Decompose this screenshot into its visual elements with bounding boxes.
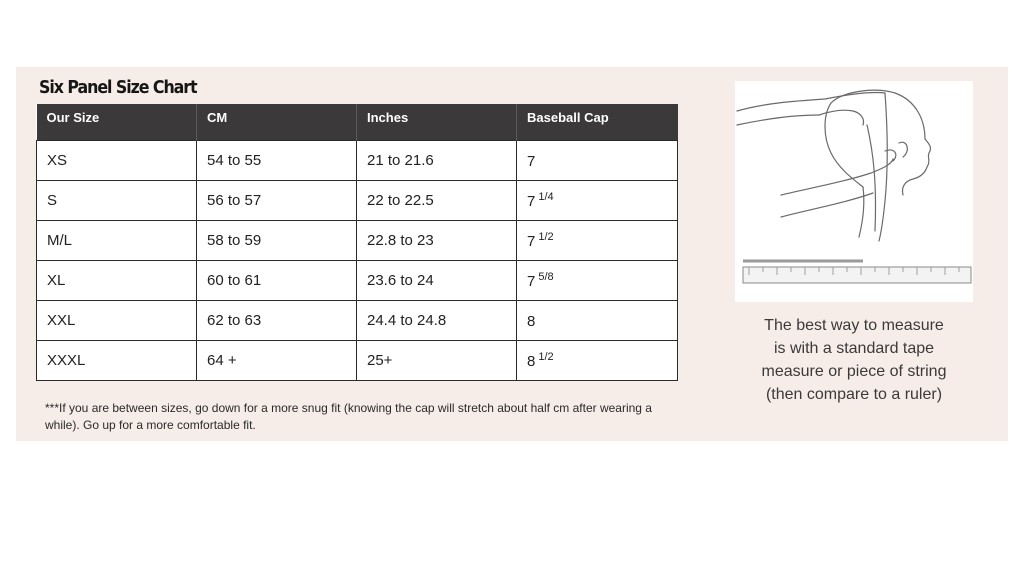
sizing-footnote: ***If you are between sizes, go down for a more snug fit (knowing the cap will stretch about half cm after wearing a while). Go up for a more comfortable fit. [45,401,652,432]
cap-whole: 7 [527,192,536,210]
size-chart-panel [16,67,1008,441]
cell-cm: 58 to 59 [197,220,357,260]
measure-caption [728,314,980,406]
cell-inches: 23.6 to 24 [357,260,517,300]
cell-size: XXL [37,300,197,340]
cell-size: S [37,180,197,220]
header-baseball-cap: Baseball Cap [517,104,678,140]
head-measuring-illustration [735,81,973,302]
cap-whole: 8 [527,312,536,330]
table-row [37,300,678,340]
cell-cap [517,340,678,380]
caption-line: The best way to measure [764,317,944,334]
header-cm: CM [197,104,357,140]
table-header-row [37,104,678,140]
cap-fraction: 1/4 [538,190,554,203]
cap-fraction: 1/2 [538,350,554,363]
size-table [36,104,678,381]
cell-inches: 21 to 21.6 [357,140,517,180]
caption-line: (then compare to a ruler) [765,386,943,403]
cap-fraction: 1/2 [538,230,554,243]
cell-size: M/L [37,220,197,260]
cell-size: XL [37,260,197,300]
cell-cm: 54 to 55 [197,140,357,180]
cap-whole: 7 [527,152,536,170]
cell-cm: 60 to 61 [197,260,357,300]
cap-whole: 7 [527,232,536,250]
cell-size: XXXL [37,340,197,380]
table-row [37,340,678,380]
ruler-icon [743,261,971,283]
caption-line: measure or piece of string [761,363,947,380]
cell-cap [517,260,678,300]
cell-cm: 62 to 63 [197,300,357,340]
cell-cm: 56 to 57 [197,180,357,220]
table-row [37,220,678,260]
header-inches: Inches [357,104,517,140]
cap-whole: 8 [527,352,536,370]
cell-cm: 64 + [197,340,357,380]
table-row [37,180,678,220]
table-row [37,260,678,300]
cell-cap [517,180,678,220]
caption-line: is with a standard tape [773,340,935,357]
cell-inches: 22 to 22.5 [357,180,517,220]
cap-fraction: 5/8 [538,270,554,283]
cell-cap [517,300,678,340]
cell-size: XS [37,140,197,180]
head-measuring-icon [735,81,973,302]
cap-whole: 7 [527,272,536,290]
cell-inches: 25+ [357,340,517,380]
header-our-size: Our Size [37,104,197,140]
cell-inches: 24.4 to 24.8 [357,300,517,340]
cell-inches: 22.8 to 23 [357,220,517,260]
chart-title: Six Panel Size Chart [39,77,197,98]
cell-cap [517,220,678,260]
cell-cap [517,140,678,180]
table-row [37,140,678,180]
